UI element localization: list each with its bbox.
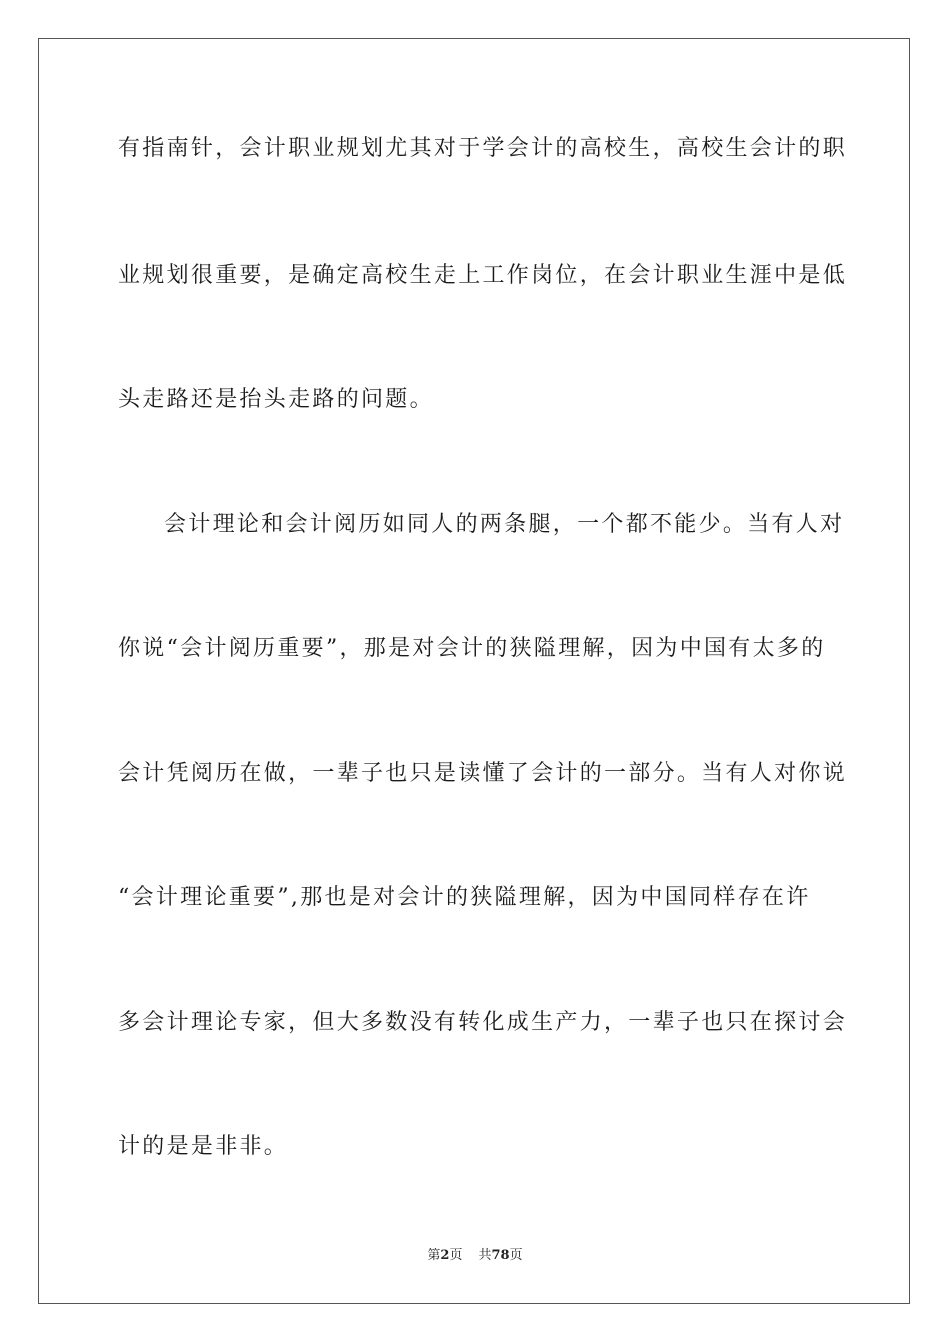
total-prefix: 共 xyxy=(478,1248,492,1263)
page-prefix: 第 xyxy=(427,1248,441,1263)
page-suffix: 页 xyxy=(449,1248,463,1263)
body-line-9: 计的是是非非。 xyxy=(118,1134,289,1159)
body-line-8: 多会计理论专家，但大多数没有转化成生产力，一辈子也只在探讨会 xyxy=(118,1010,848,1035)
body-line-2: 业规划很重要，是确定高校生走上工作岗位，在会计职业生涯中是低 xyxy=(118,263,848,288)
body-line-3: 头走路还是抬头走路的问题。 xyxy=(118,387,434,412)
body-line-5: 你说“会计阅历重要”，那是对会计的狭隘理解，因为中国有太多的 xyxy=(118,636,826,661)
body-line-6: 会计凭阅历在做，一辈子也只是读懂了会计的一部分。当有人对你说 xyxy=(118,761,848,786)
body-line-1: 有指南针，会计职业规划尤其对于学会计的高校生，高校生会计的职 xyxy=(118,136,848,161)
total-pages: 78 xyxy=(491,1248,510,1263)
total-suffix: 页 xyxy=(509,1248,523,1263)
body-line-4: 会计理论和会计阅历如同人的两条腿，一个都不能少。当有人对 xyxy=(164,512,845,537)
page-footer xyxy=(0,1247,950,1265)
page-border xyxy=(38,38,910,1304)
body-line-7: “会计理论重要”,那也是对会计的狭隘理解，因为中国同样存在许 xyxy=(118,885,811,910)
page-number: 2 xyxy=(440,1248,450,1263)
